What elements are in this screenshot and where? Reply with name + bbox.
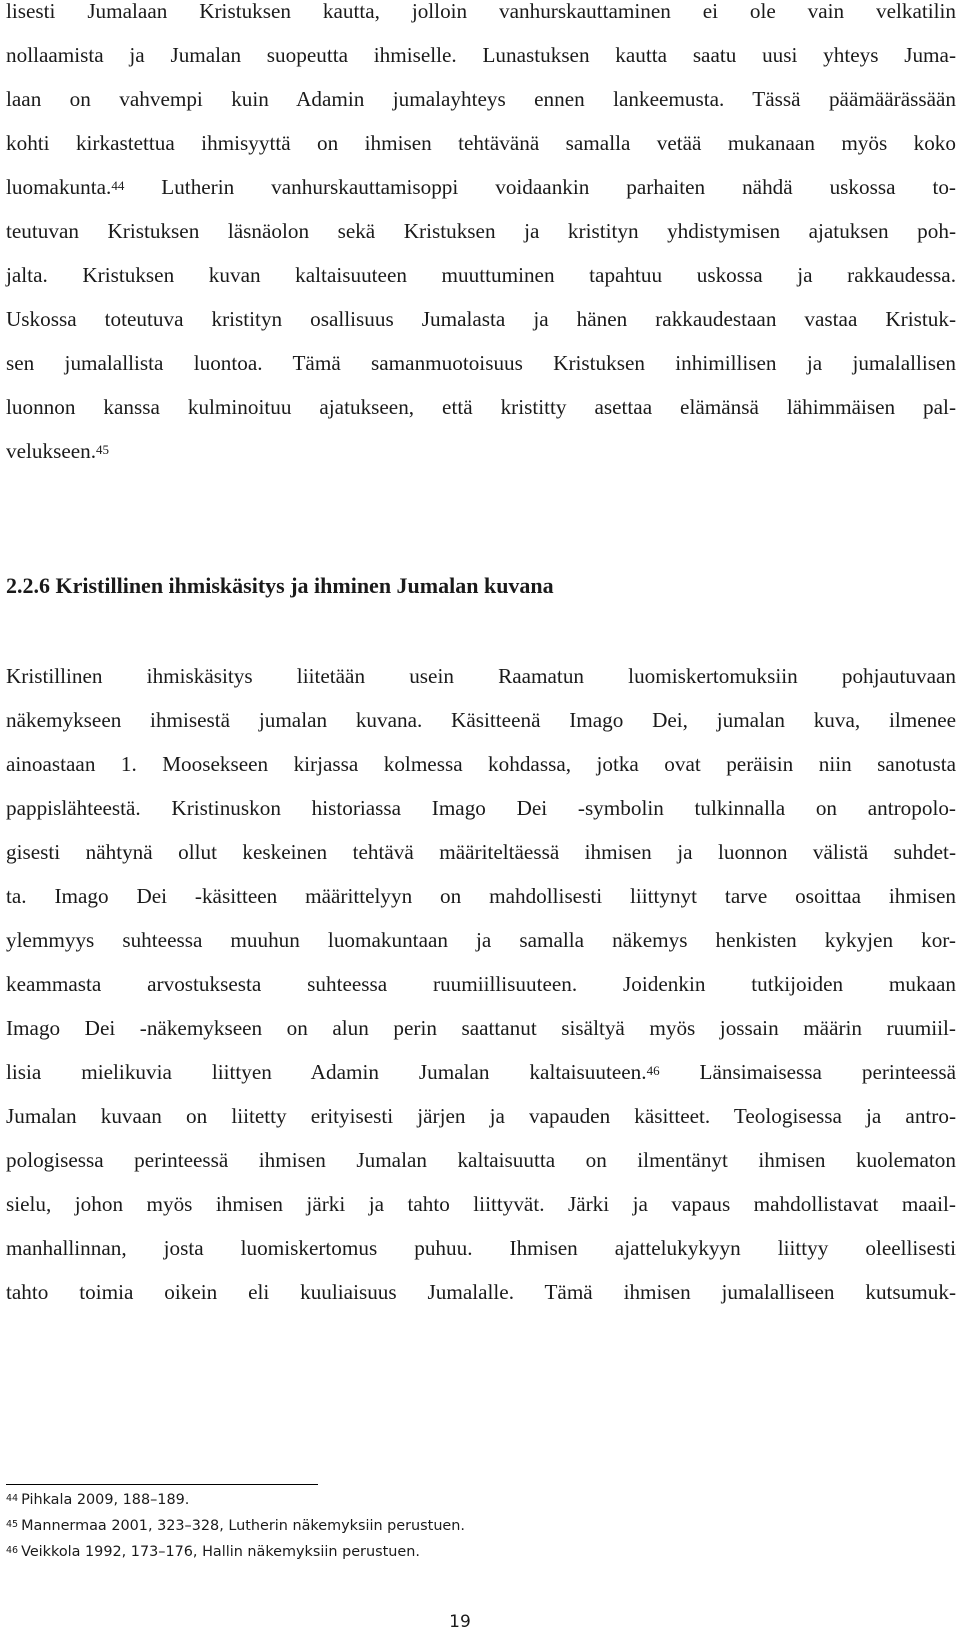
paragraph-line [6,436,956,469]
footnote-ref-45: 45 [96,442,110,457]
line-text: velukseen. [6,439,97,463]
paragraph-line: näkemykseen ihmisestä jumalan kuvana. Käsitteenä Imago Dei, jumalan kuva, ilmenee [6,708,956,732]
paragraph-line: Jumalan kuvaan on liitetty erityisesti järjen ja vapauden käsitteet. Teologisessa ja antro- [6,1104,956,1128]
paragraph-line: keammasta arvostuksesta suhteessa ruumiillisuuteen. Joidenkin tutkijoiden mukaan [6,972,956,996]
footnote-number: 45 [6,1519,19,1530]
paragraph-line: ta. Imago Dei -käsitteen määrittelyyn on mahdollisesti liittynyt tarve osoittaa ihmisen [6,884,956,908]
page-number: 19 [449,1612,471,1632]
paragraph-line: gisesti nähtynä ollut keskeinen tehtävä määriteltäessä ihmisen ja luonnon välistä suhdet- [6,840,956,864]
footnote-text: Mannermaa 2001, 323–328, Lutherin näkemyksiin perustuen. [21,1518,465,1534]
line-rest: Lutherin vanhurskauttamisoppi voidaankin parhaiten nähdä uskossa to- [161,175,956,199]
paragraph-line: Kristillinen ihmiskäsitys liitetään usein Raamatun luomiskertomuksiin pohjautuvaan [6,664,956,688]
paragraph-line: ainoastaan 1. Moosekseen kirjassa kolmessa kohdassa, jotka ovat peräisin niin sanotusta [6,752,956,776]
paragraph-line: pologisessa perinteessä ihmisen Jumalan kaltaisuutta on ilmentänyt ihmisen kuolematon [6,1148,956,1172]
paragraph-line: manhallinnan, josta luomiskertomus puhuu. Ihmisen ajattelukykyyn liittyy oleellisesti [6,1236,956,1260]
footnote [6,1490,189,1512]
line-prefix: luomakunta. [6,175,112,199]
paragraph-line: Uskossa toteutuva kristityn osallisuus Jumalasta ja hänen rakkaudestaan vastaa Kristuk- [6,307,956,331]
paragraph-line: sen jumalallista luontoa. Tämä samanmuotoisuus Kristuksen inhimillisen ja jumalallisen [6,351,956,375]
paragraph-line: kohti kirkastettua ihmisyyttä on ihmisen tehtävänä samalla vetää mukanaan myös koko [6,131,956,155]
footnote-number: 44 [6,1493,19,1504]
footnote [6,1542,420,1564]
paragraph-line: jalta. Kristuksen kuvan kaltaisuuteen muuttuminen tapahtuu uskossa ja rakkaudessa. [6,263,956,287]
footnote-text: Veikkola 1992, 173–176, Hallin näkemyksiin perustuen. [21,1544,420,1560]
paragraph-line: sielu, johon myös ihmisen järki ja tahto liittyvät. Järki ja vapaus mahdollistavat maail- [6,1192,956,1216]
paragraph-line: tahto toimia oikein eli kuuliaisuus Jumalalle. Tämä ihmisen jumalalliseen kutsumuk- [6,1280,956,1304]
line-rest: Länsimaisessa perinteessä [699,1060,957,1084]
paragraph-line: luonnon kanssa kulminoituu ajatukseen, että kristitty asettaa elämänsä lähimmäisen pal- [6,395,956,419]
line-text: lisia mielikuvia liittyen Adamin Jumalan kaltaisuuteen. [6,1060,647,1084]
footnote-ref-44: 44 [111,178,125,193]
footnote-ref-46: 46 [646,1063,660,1078]
paragraph-line [6,172,956,205]
paragraph-line [6,1057,956,1090]
paragraph-line: lisesti Jumalaan Kristuksen kautta, jolloin vanhurskauttaminen ei ole vain velkatilin [6,0,956,23]
paragraph-line: nollaamista ja Jumalan suopeutta ihmiselle. Lunastuksen kautta saatu uusi yhteys Juma- [6,43,956,67]
footnote-number: 46 [6,1545,19,1556]
paragraph-line: ylemmyys suhteessa muuhun luomakuntaan ja samalla näkemys henkisten kykyjen kor- [6,928,956,952]
footnote [6,1516,465,1538]
section-heading: 2.2.6 Kristillinen ihmiskäsitys ja ihminen Jumalan kuvana [6,573,554,598]
paragraph-line: laan on vahvempi kuin Adamin jumalayhteys ennen lankeemusta. Tässä päämäärässään [6,87,956,111]
footnote-text: Pihkala 2009, 188–189. [21,1492,190,1508]
paragraph-line: Imago Dei -näkemykseen on alun perin saattanut sisältyä myös jossain määrin ruumiil- [6,1016,956,1040]
paragraph-line: teutuvan Kristuksen läsnäolon sekä Kristuksen ja kristityn yhdistymisen ajatuksen poh- [6,219,956,243]
paragraph-line: pappislähteestä. Kristinuskon historiassa Imago Dei -symbolin tulkinnalla on antropolo- [6,796,956,820]
footnote-separator [6,1484,318,1485]
